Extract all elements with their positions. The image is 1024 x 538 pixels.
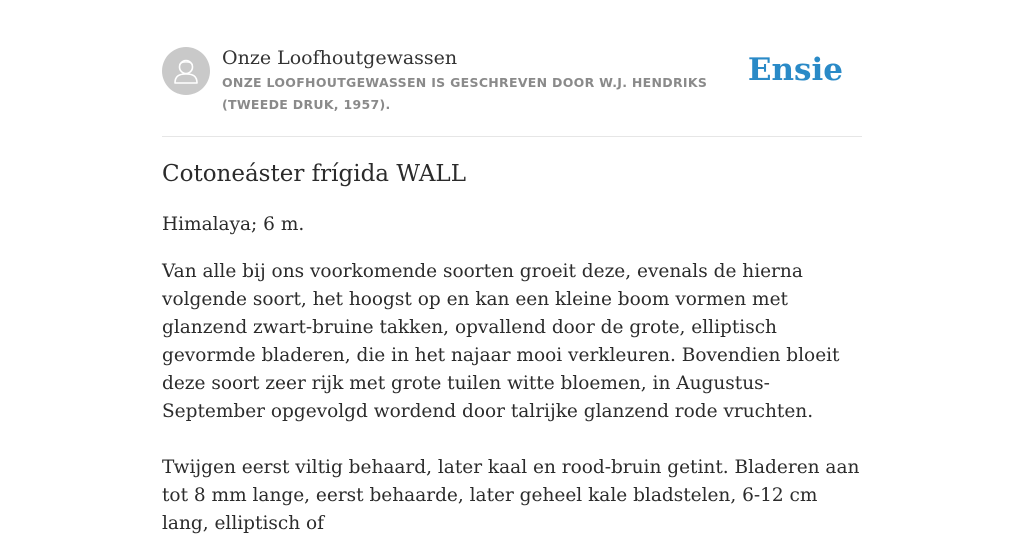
book-subtitle: ONZE LOOFHOUTGEWASSEN IS GESCHREVEN DOOR W.J. HENDRIKS (TWEEDE DRUK, 1957). bbox=[222, 75, 708, 112]
user-silhouette-icon bbox=[162, 47, 210, 95]
entry-content bbox=[162, 150, 862, 538]
entry-origin: Himalaya; 6 m. bbox=[162, 214, 305, 235]
book-header bbox=[162, 46, 862, 137]
entry-title: Cotoneáster frígida WALL bbox=[162, 161, 466, 187]
author-avatar[interactable] bbox=[162, 47, 210, 95]
book-title[interactable]: Onze Loofhoutgewassen bbox=[222, 47, 458, 69]
entry-paragraph: Twijgen eerst viltig behaard, later kaal en rood-bruin getint. Bladeren aan tot 8 mm lange, eerst behaarde, later geheel kale bladstelen, 6-12 cm lang, elliptisch of bbox=[162, 457, 860, 534]
ensie-logo-link[interactable]: Ensie bbox=[747, 52, 843, 88]
entry-paragraph: Van alle bij ons voorkomende soorten groeit deze, evenals de hierna volgende soort, het hoogst op en kan een kleine boom vormen met glanzend zwart-bruine takken, opvallend door de grote, elliptisch gevormde bladeren, die in het najaar mooi verkleuren. Bovendien bloeit deze soort zeer rijk met grote tuilen witte bloemen, in Augustus-September opgevolgd wordend door talrijke glanzend rode vruchten. bbox=[162, 261, 840, 422]
